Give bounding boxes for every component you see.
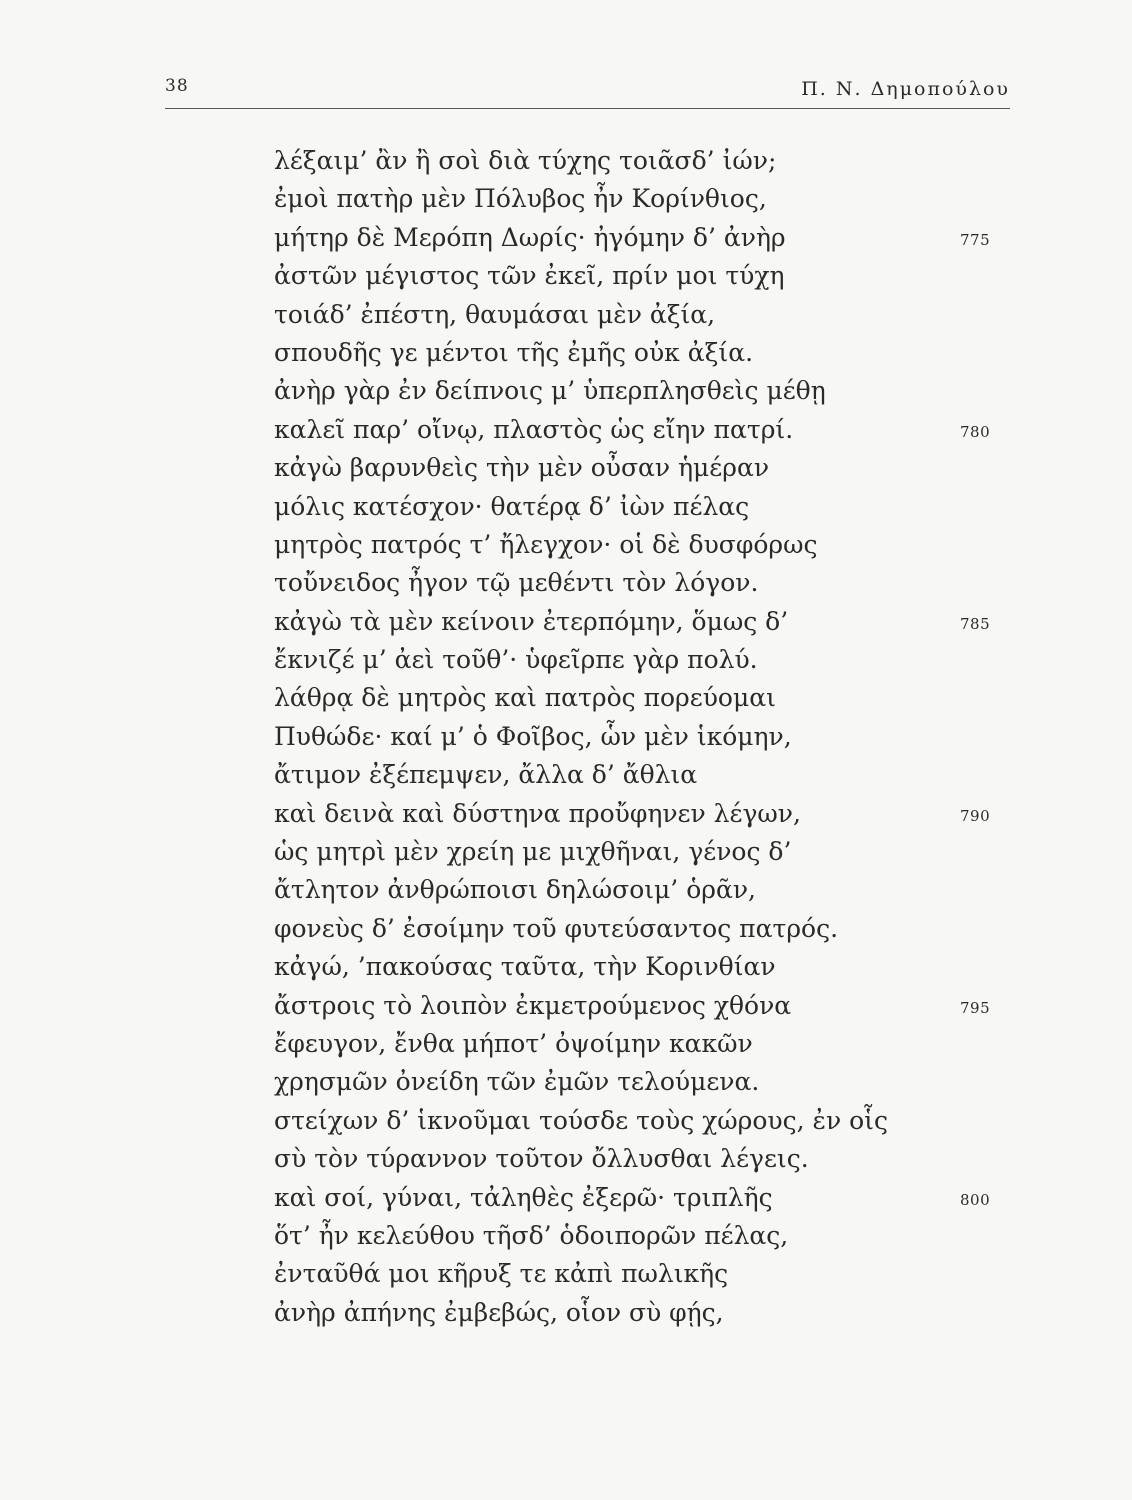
verse-line (274, 1102, 1004, 1140)
verse-line (274, 1217, 1004, 1255)
verse-text: λάθρᾳ δὲ μητρὸς καὶ πατρὸς πορεύομαι (274, 683, 776, 713)
verse-line (274, 180, 1004, 218)
verse-text: ὡς μητρὶ μὲν χρείη με μιχθῆναι, γένος δ’ (274, 837, 792, 867)
line-number: 795 (960, 998, 991, 1017)
verse-line (274, 987, 1004, 1025)
verse-text: ἐμοὶ πατὴρ μὲν Πόλυβος ἦν Κορίνθιος, (274, 184, 767, 214)
verse-line (274, 1140, 1004, 1178)
verse-line (274, 219, 1004, 257)
verse-line (274, 948, 1004, 986)
verse-line (274, 142, 1004, 180)
verse-text: ἄτλητον ἀνθρώποισι δηλώσοιμ’ ὁρᾶν, (274, 875, 756, 905)
verse-line (274, 756, 1004, 794)
verse-line (274, 488, 1004, 526)
verse-text: σὺ τὸν τύραννον τοῦτον ὄλλυσθαι λέγεις. (274, 1144, 809, 1174)
verse-text: ἀνὴρ ἀπήνης ἐμβεβώς, οἷον σὺ φῄς, (274, 1297, 724, 1327)
verse-line (274, 334, 1004, 372)
verse-text: ἐνταῦθά μοι κῆρυξ τε κἀπὶ πωλικῆς (274, 1259, 729, 1289)
verse-block (274, 142, 1004, 1332)
verse-line (274, 449, 1004, 487)
verse-text: λέξαιμ’ ἂν ἢ σοὶ διὰ τύχης τοιᾶσδ’ ἰών; (274, 146, 777, 175)
verse-text: φονεὺς δ’ ἐσοίμην τοῦ φυτεύσαντος πατρός. (274, 913, 839, 943)
verse-text: κἀγὼ τὰ μὲν κείνοιν ἐτερπόμην, ὅμως δ’ (274, 606, 789, 636)
verse-text: ἄστροις τὸ λοιπὸν ἐκμετρούμενος χθόνα (274, 990, 792, 1020)
verse-text: ἔκνιζέ μ’ ἀεὶ τοῦθ’· ὑφεῖρπε γὰρ πολύ. (274, 645, 758, 675)
line-number: 800 (960, 1190, 991, 1209)
verse-text: ἔφευγον, ἔνθα μήποτ’ ὀψοίμην κακῶν (274, 1028, 753, 1058)
verse-line (274, 679, 1004, 717)
verse-line (274, 910, 1004, 948)
verse-text: κἀγὼ βαρυνθεὶς τὴν μὲν οὖσαν ἡμέραν (274, 453, 770, 483)
verse-text: ἀνὴρ γὰρ ἐν δείπνοις μ’ ὑπερπλησθεὶς μέθῃ (274, 376, 826, 406)
verse-line (274, 1255, 1004, 1293)
verse-line (274, 372, 1004, 410)
verse-line (274, 833, 1004, 871)
page-number: 38 (165, 76, 189, 96)
verse-line (274, 871, 1004, 909)
verse-line (274, 641, 1004, 679)
verse-text: ὅτ’ ἦν κελεύθου τῆσδ’ ὁδοιπορῶν πέλας, (274, 1220, 789, 1250)
verse-line (274, 1179, 1004, 1217)
verse-text: χρησμῶν ὀνείδη τῶν ἐμῶν τελούμενα. (274, 1067, 760, 1097)
verse-text: στείχων δ’ ἱκνοῦμαι τούσδε τοὺς χώρους, ἐν οἷς (274, 1105, 888, 1135)
verse-line (274, 1294, 1004, 1332)
verse-text: ἄτιμον ἐξέπεμψεν, ἄλλα δ’ ἄθλια (274, 760, 698, 790)
verse-line (274, 526, 1004, 564)
line-number: 790 (960, 806, 991, 825)
verse-line (274, 296, 1004, 334)
verse-text: κἀγώ, ’πακούσας ταῦτα, τὴν Κορινθίαν (274, 952, 776, 982)
verse-text: μήτηρ δὲ Μερόπη Δωρίς· ἠγόμην δ’ ἀνὴρ (274, 222, 786, 252)
verse-text: καὶ δεινὰ καὶ δύστηνα προὔφηνεν λέγων, (274, 798, 801, 828)
verse-text: μητρὸς πατρός τ’ ἤλεγχον· οἱ δὲ δυσφόρως (274, 529, 818, 559)
verse-text: μόλις κατέσχον· θατέρᾳ δ’ ἰὼν πέλας (274, 491, 750, 521)
page-header (165, 70, 1010, 110)
verse-line (274, 411, 1004, 449)
verse-text: ἀστῶν μέγιστος τῶν ἐκεῖ, πρίν μοι τύχη (274, 261, 785, 291)
line-number: 785 (960, 614, 991, 633)
header-rule (165, 108, 1010, 109)
verse-line (274, 564, 1004, 602)
verse-text: καὶ σοί, γύναι, τἀληθὲς ἐξερῶ· τριπλῆς (274, 1182, 773, 1212)
verse-text: Πυθώδε· καί μ’ ὁ Φοῖβος, ὧν μὲν ἱκόμην, (274, 721, 792, 751)
verse-text: καλεῖ παρ’ οἴνῳ, πλαστὸς ὡς εἴην πατρί. (274, 414, 794, 444)
verse-line (274, 1025, 1004, 1063)
verse-line (274, 795, 1004, 833)
running-head: Π. Ν. Δημοπούλου (801, 78, 1010, 100)
line-number: 775 (960, 230, 991, 249)
verse-text: σπουδῆς γε μέντοι τῆς ἐμῆς οὐκ ἀξία. (274, 337, 754, 367)
verse-line (274, 257, 1004, 295)
verse-text: τοιάδ’ ἐπέστη, θαυμάσαι μὲν ἀξία, (274, 299, 716, 329)
verse-text: τοὔνειδος ἦγον τῷ μεθέντι τὸν λόγον. (274, 568, 759, 598)
verse-line (274, 603, 1004, 641)
verse-line (274, 718, 1004, 756)
verse-line (274, 1063, 1004, 1101)
line-number: 780 (960, 422, 991, 441)
